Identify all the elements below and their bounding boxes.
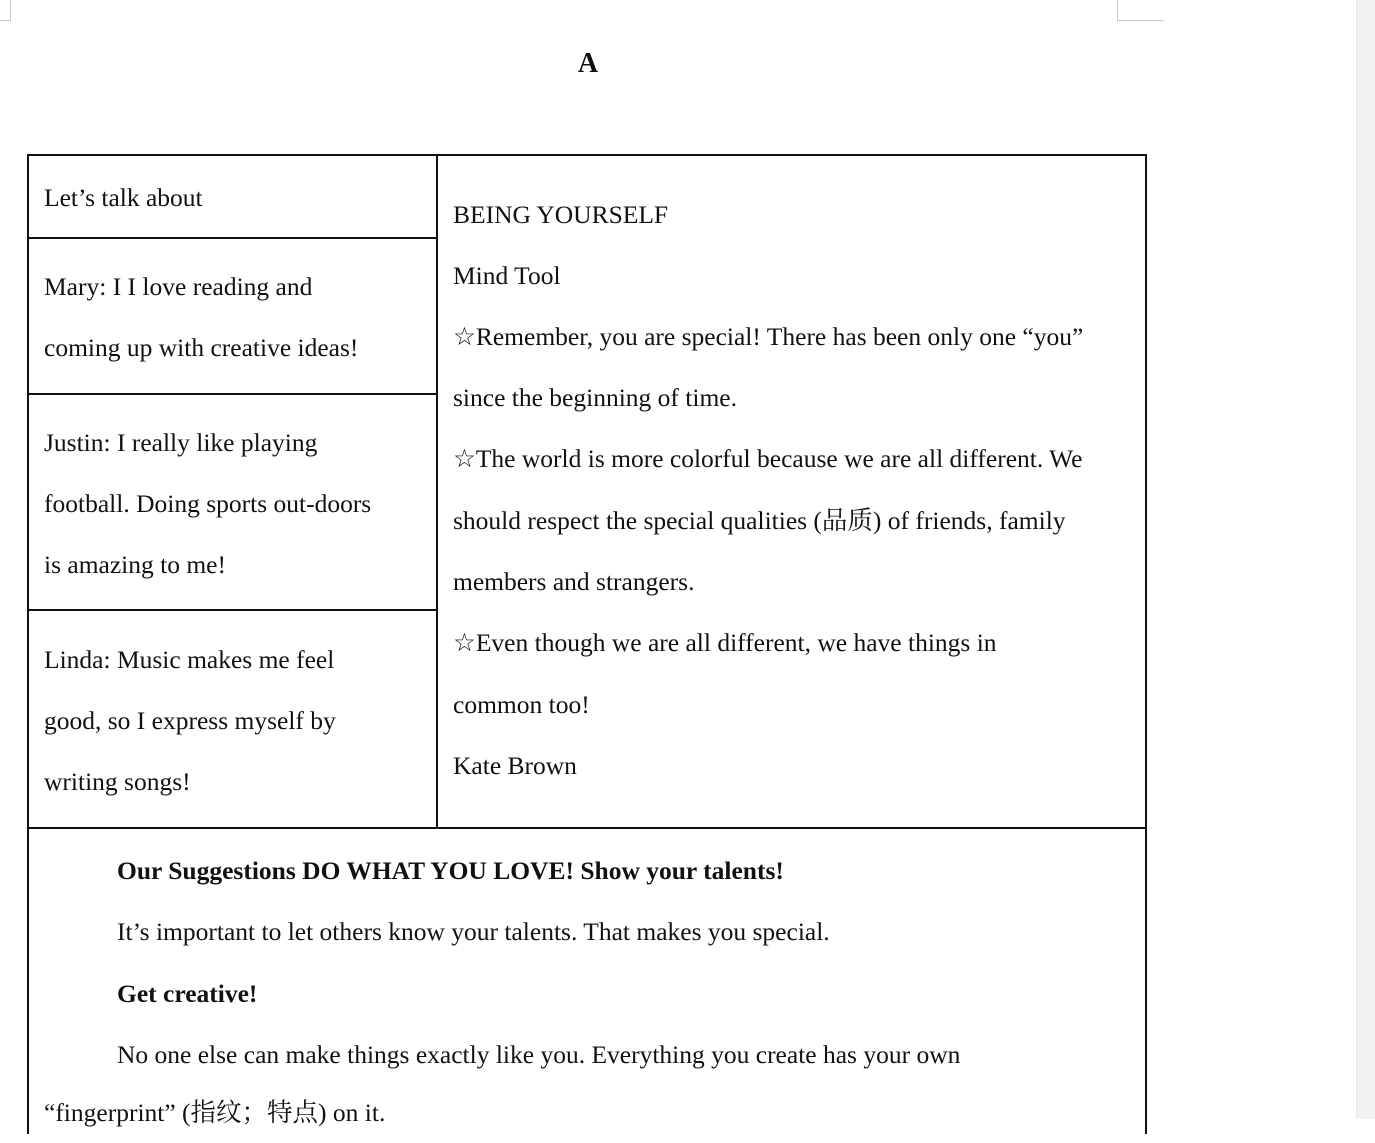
suggestions-paragraph: No one else can make things exactly like you. Everything you create has your own xyxy=(117,1040,961,1069)
suggestions-paragraph-cont: “fingerprint” (指纹；特点) on it. xyxy=(44,1098,386,1127)
article-line: members and strangers. xyxy=(453,567,695,596)
table-row-divider xyxy=(27,237,438,239)
article-line: should respect the special qualities (品质) of friends, family xyxy=(453,506,1066,535)
vertical-scrollbar[interactable] xyxy=(1356,0,1375,1119)
page-corner-mark xyxy=(0,0,11,21)
article-line: ☆The world is more colorful because we are all different. We xyxy=(453,444,1083,473)
article-line: ☆Remember, you are special! There has been only one “you” xyxy=(453,322,1084,351)
article-line: since the beginning of time. xyxy=(453,383,737,412)
cell-mary-line-2: coming up with creative ideas! xyxy=(44,333,359,362)
table-row-divider xyxy=(27,827,1147,829)
table-row-divider xyxy=(27,609,438,611)
article-title: BEING YOURSELF xyxy=(453,200,669,229)
cell-mary-line-1: Mary: I I love reading and xyxy=(44,272,313,301)
table-column-divider xyxy=(436,155,438,828)
article-author: Kate Brown xyxy=(453,751,577,780)
page-title: A xyxy=(577,48,599,79)
suggestions-heading: Our Suggestions DO WHAT YOU LOVE! Show your talents! xyxy=(117,856,784,885)
page-corner-mark xyxy=(1117,0,1164,21)
cell-linda-line-1: Linda: Music makes me feel xyxy=(44,645,335,674)
cell-justin-line-1: Justin: I really like playing xyxy=(44,428,318,457)
cell-header: Let’s talk about xyxy=(44,183,203,212)
cell-justin-line-2: football. Doing sports out-doors xyxy=(44,489,372,518)
cell-justin-line-3: is amazing to me! xyxy=(44,550,226,579)
article-line: common too! xyxy=(453,690,590,719)
suggestions-paragraph: It’s important to let others know your talents. That makes you special. xyxy=(117,917,830,946)
table-row-divider xyxy=(27,393,438,395)
suggestions-subheading: Get creative! xyxy=(117,979,258,1008)
article-subtitle: Mind Tool xyxy=(453,261,561,290)
cell-linda-line-2: good, so I express myself by xyxy=(44,706,336,735)
article-line: ☆Even though we are all different, we have things in xyxy=(453,628,997,657)
cell-linda-line-3: writing songs! xyxy=(44,767,191,796)
